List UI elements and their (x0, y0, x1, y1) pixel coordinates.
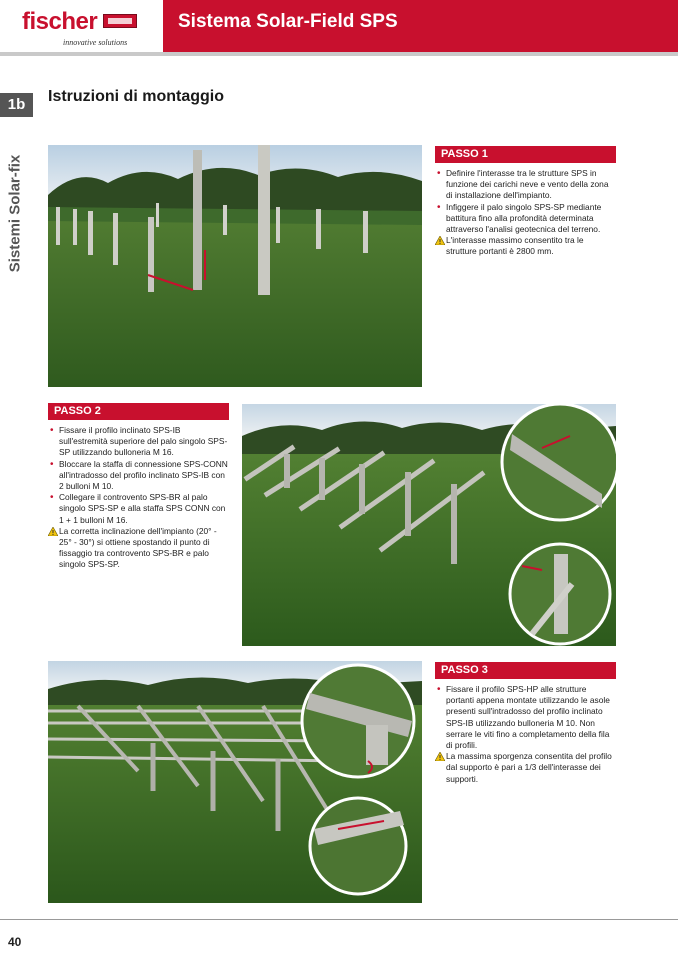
document-title: Sistema Solar-Field SPS (178, 11, 398, 32)
step2-photo (242, 404, 616, 646)
warning-icon (435, 236, 445, 245)
brand-badge-icon (103, 14, 137, 28)
section-label: Sistemi Solar-fix (6, 154, 24, 273)
step3-item: • Fissare il profilo SPS-HP alle strutture portanti appena montate utilizzando le asole presenti sull'intradosso del profilo inclinato SPS-IB utilizzando bulloneria M 10. Non serrare le viti fino a completamento della fila di profili. (435, 684, 615, 751)
step2-heading: PASSO 2 (48, 403, 229, 420)
step1-warning (435, 235, 613, 257)
section-tab: 1b (0, 93, 33, 117)
step2-item: • Collegare il controvento SPS-BR al palo singolo SPS-SP e alla staffa SPS CONN con 1 + 1 bulloni M 16. (48, 492, 228, 526)
page-number: 40 (8, 935, 22, 949)
step2-item: • Bloccare la staffa di connessione SPS-CONN all'intradosso del profilo inclinato SPS-IB con 2 bulloni M 10. (48, 459, 228, 493)
step1-list (435, 168, 613, 258)
step1-item: • Definire l'interasse tra le strutture SPS in funzione dei carichi neve e vento della zona di installazione dell'impianto. (435, 168, 613, 202)
step3-warning (435, 751, 615, 785)
page-title: Istruzioni di montaggio (48, 88, 224, 105)
step1-photo (48, 145, 422, 387)
header-divider (0, 52, 678, 56)
step1-heading: PASSO 1 (435, 146, 616, 163)
step2-warning (48, 526, 228, 571)
step3-list (435, 684, 615, 785)
brand-logo: fischer (22, 8, 98, 35)
warning-icon (48, 527, 58, 536)
step2-list (48, 425, 228, 571)
brand-tagline: innovative solutions (63, 38, 128, 47)
step1-warning-text: L'interasse massimo consentito tra le strutture portanti è 2800 mm. (446, 235, 584, 257)
step1-item: • Infiggere il palo singolo SPS-SP mediante battitura fino alla profondità determinata attraverso l'analisi geotecnica del terreno. (435, 202, 613, 236)
step2-item: • Fissare il profilo inclinato SPS-IB sull'estremità superiore del palo singolo SPS-SP utilizzando bulloneria M 16. (48, 425, 228, 459)
step3-photo (48, 661, 422, 903)
step3-warning-text: La massima sporgenza consentita del profilo dal supporto è pari a 1/3 dell'interasse dei supporti. (446, 751, 612, 784)
footer-divider (0, 919, 678, 920)
step3-heading: PASSO 3 (435, 662, 616, 679)
step2-warning-text: La corretta inclinazione dell'impianto (20° - 25° - 30°) si ottiene spostando il punto di fissaggio tra controvento SPS-BR e palo singolo SPS-SP. (59, 525, 217, 570)
warning-icon (435, 752, 445, 761)
